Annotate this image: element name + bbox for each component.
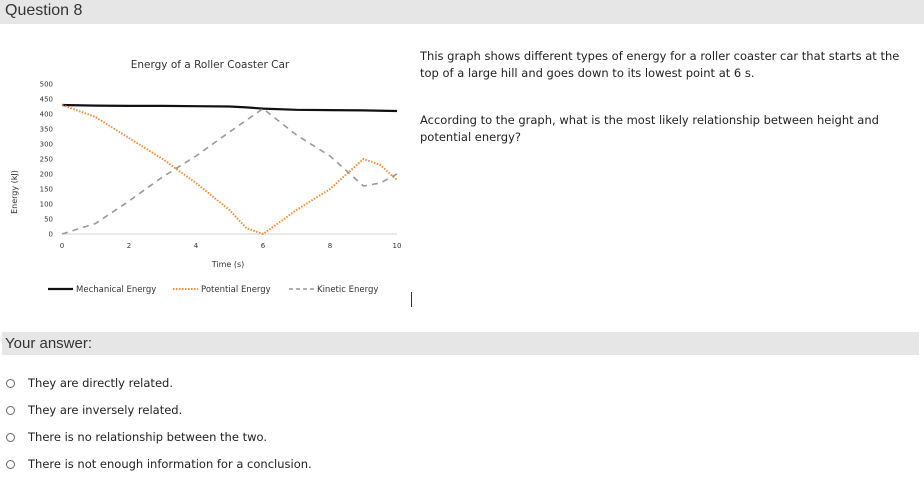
legend-label: Mechanical Energy xyxy=(76,285,157,295)
answer-label: Your answer: xyxy=(5,335,92,352)
chart-title: Energy of a Roller Coaster Car xyxy=(130,59,290,71)
legend-label: Kinetic Energy xyxy=(317,285,379,295)
energy-chart xyxy=(0,40,416,310)
option-not-enough-info[interactable] xyxy=(6,456,312,472)
radio-button[interactable] xyxy=(6,379,15,388)
x-tick-label: 4 xyxy=(193,242,199,250)
prompt-paragraph-1: This graph shows different types of energy for a roller coaster car that starts at the top of a large hill and goes down to its lowest point at 6 s. xyxy=(420,49,900,80)
legend-label: Potential Energy xyxy=(201,285,271,295)
x-tick-label: 0 xyxy=(59,242,65,250)
question-header-bar xyxy=(0,0,924,24)
y-tick-label: 150 xyxy=(39,185,53,194)
answer-header-bar xyxy=(2,332,919,355)
x-tick-label: 6 xyxy=(260,242,266,250)
y-tick-label: 100 xyxy=(39,200,53,209)
y-axis-label: Energy (kJ) xyxy=(10,170,19,214)
y-tick-label: 0 xyxy=(48,230,53,239)
potential-energy-line xyxy=(62,105,397,234)
option-label: They are directly related. xyxy=(28,376,173,390)
y-tick-label: 350 xyxy=(39,125,53,134)
text-cursor xyxy=(411,292,412,307)
option-label: They are inversely related. xyxy=(28,403,183,417)
y-tick-label: 450 xyxy=(39,95,53,104)
radio-button[interactable] xyxy=(6,406,15,415)
chart-series xyxy=(62,105,397,234)
mechanical-energy-line xyxy=(62,105,397,111)
option-no-relationship[interactable] xyxy=(6,429,267,445)
y-tick-label: 500 xyxy=(39,80,53,89)
x-tick-label: 8 xyxy=(327,242,333,250)
x-axis-label: Time (s) xyxy=(211,260,245,269)
y-tick-labels xyxy=(40,81,53,239)
prompt-paragraph-2: According to the graph, what is the most likely relationship between height and potential energy? xyxy=(420,113,879,144)
x-tick-label: 10 xyxy=(392,242,402,250)
y-tick-label: 300 xyxy=(39,140,53,149)
x-tick-label: 2 xyxy=(126,242,132,250)
option-inversely-related[interactable] xyxy=(6,402,182,418)
question-prompt xyxy=(420,48,920,146)
y-tick-label: 250 xyxy=(39,155,53,164)
option-label: There is not enough information for a conclusion. xyxy=(28,457,312,471)
radio-button[interactable] xyxy=(6,460,15,469)
y-tick-label: 400 xyxy=(39,110,53,119)
chart-legend xyxy=(48,285,378,295)
option-label: There is no relationship between the two. xyxy=(28,430,267,444)
option-directly-related[interactable] xyxy=(6,375,173,391)
radio-button[interactable] xyxy=(6,433,15,442)
y-tick-label: 50 xyxy=(44,215,53,224)
question-title: Question 8 xyxy=(5,2,83,19)
x-tick-labels xyxy=(60,242,402,250)
y-tick-label: 200 xyxy=(39,170,53,179)
